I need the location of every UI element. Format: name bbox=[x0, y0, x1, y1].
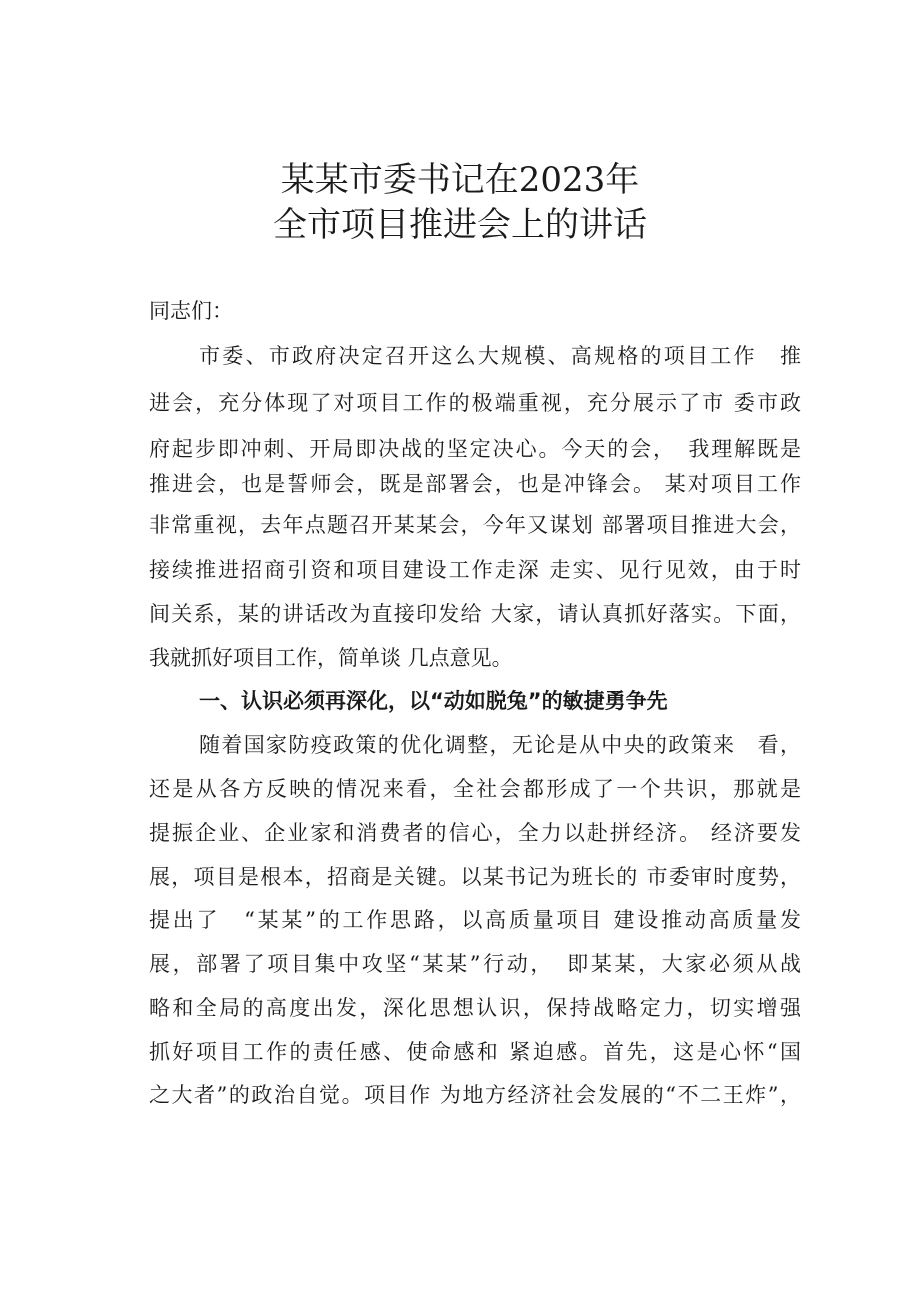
paragraph-2-line-6: 展，部署了项目集中攻坚“某某”行动， 即某某，大家必须从战 bbox=[149, 952, 801, 976]
paragraph-1-line-4: 推进会，也是誓师会，既是部署会，也是冲锋会。 某对项目工作 bbox=[149, 472, 801, 496]
paragraph-1-line-3: 府起步即冲刺、开局即决战的坚定决心。今天的会， 我理解既是 bbox=[149, 437, 801, 461]
paragraph-1-line-2: 进会，充分体现了对项目工作的极端重视，充分展示了市 委市政 bbox=[149, 391, 801, 415]
paragraph-1-line-1: 市委、市政府决定召开这么大规模、高规格的项目工作 推 bbox=[199, 344, 801, 368]
paragraph-1-line-5: 非常重视，去年点题召开某某会，今年又谋划 部署项目推进大会， bbox=[149, 513, 801, 537]
paragraph-2-line-8: 抓好项目工作的责任感、使命感和 紧迫感。首先，这是心怀“国 bbox=[149, 1040, 801, 1064]
paragraph-1-line-8: 我就抓好项目工作，简单谈 几点意见。 bbox=[149, 646, 513, 670]
paragraph-1-line-7: 间关系，某的讲话改为直接印发给 大家，请认真抓好落实。下面， bbox=[149, 602, 801, 626]
section-heading-1: 一、认识必须再深化，以“动如脱兔”的敏捷勇争先 bbox=[199, 689, 668, 713]
document-title-line-1: 某某市委书记在2023年 bbox=[280, 160, 640, 200]
paragraph-1-line-6: 接续推进招商引资和项目建设工作走深 走实、见行见效，由于时 bbox=[149, 558, 801, 582]
paragraph-2-line-5: 提出了 “某某”的工作思路，以高质量项目 建设推动高质量发 bbox=[149, 908, 801, 932]
paragraph-2-line-3: 提振企业、企业家和消费者的信心，全力以赴拼经济。 经济要发 bbox=[149, 821, 801, 845]
greeting: 同志们： bbox=[149, 299, 233, 323]
paragraph-2-line-9: 之大者”的政治自觉。项目作 为地方经济社会发展的“不二王炸”， bbox=[149, 1083, 801, 1107]
paragraph-2-line-2: 还是从各方反映的情况来看，全社会都形成了一个共识，那就是 bbox=[149, 777, 801, 801]
document-title-line-2: 全市项目推进会上的讲话 bbox=[273, 205, 647, 245]
paragraph-2-line-7: 略和全局的高度出发，深化思想认识，保持战略定力，切实增强 bbox=[149, 996, 801, 1020]
paragraph-2-line-4: 展，项目是根本，招商是关键。以某书记为班长的 市委审时度势， bbox=[149, 865, 801, 889]
paragraph-2-line-1: 随着国家防疫政策的优化调整，无论是从中央的政策来 看， bbox=[199, 733, 801, 757]
